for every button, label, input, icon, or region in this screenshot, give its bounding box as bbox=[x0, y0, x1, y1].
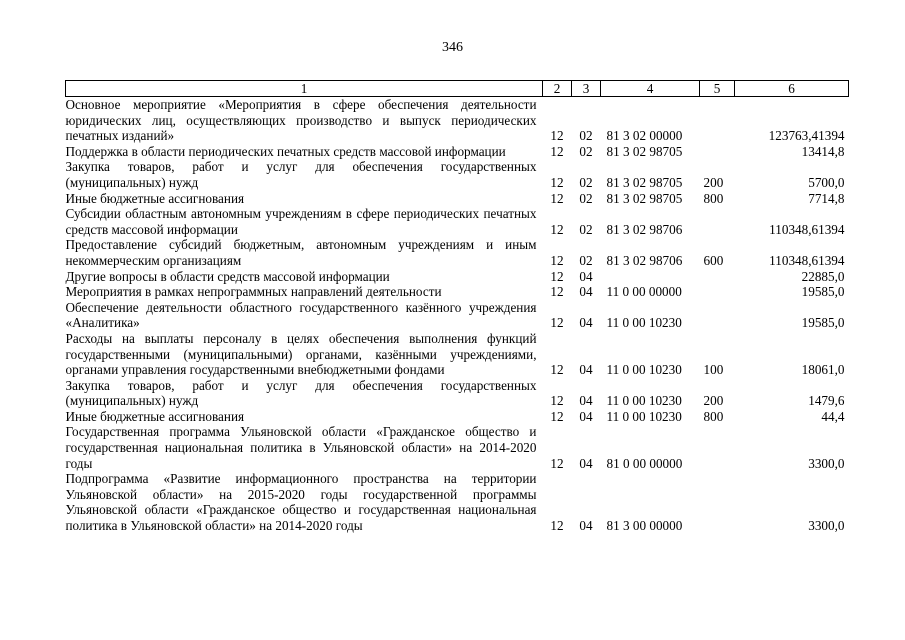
subsection-code-cell: 04 bbox=[579, 268, 593, 284]
target-article-cell: 81 0 00 00000 bbox=[606, 455, 683, 471]
table-row bbox=[66, 97, 849, 144]
target-article-cell: 81 3 02 98705 bbox=[606, 190, 683, 206]
expense-type-cell bbox=[700, 144, 735, 160]
section-code-cell: 12 bbox=[550, 315, 564, 331]
amount-cell: 13414,8 bbox=[801, 143, 845, 159]
section-code-cell: 12 bbox=[550, 284, 564, 300]
expense-type-cell bbox=[700, 424, 735, 471]
target-article-cell: 81 3 02 98705 bbox=[606, 143, 683, 159]
amount-cell: 3300,0 bbox=[808, 455, 845, 471]
row-name-cell: Предоставление субсидий бюджетным, автономным учреждениям и иным некоммерческим организациям bbox=[65, 237, 537, 268]
target-article-cell: 11 0 00 10230 bbox=[606, 393, 682, 409]
section-code-cell: 12 bbox=[550, 362, 564, 378]
table-header-row bbox=[66, 81, 849, 97]
column-header: 3 bbox=[572, 81, 601, 97]
table-row bbox=[66, 237, 849, 268]
section-code-cell: 12 bbox=[550, 174, 564, 190]
target-article-cell: 11 0 00 00000 bbox=[606, 284, 682, 300]
row-name-cell: Государственная программа Ульяновской области «Гражданское общество и государственная национальная политика в Ульяновской области» на 2014-2020 годы bbox=[65, 424, 537, 471]
column-header: 6 bbox=[735, 81, 849, 97]
table-row bbox=[66, 424, 849, 471]
target-article-cell: 11 0 00 10230 bbox=[606, 362, 682, 378]
target-article-cell: 11 0 00 10230 bbox=[606, 408, 682, 424]
section-code-cell: 12 bbox=[550, 455, 564, 471]
row-name-cell: Расходы на выплаты персоналу в целях обеспечения выполнения функций государственными (муниципальными) органами, казёнными учреждениями, органами управления государственными внебюджетными фондами bbox=[65, 330, 537, 378]
column-header: 4 bbox=[601, 81, 700, 97]
target-article-cell: 81 3 02 98706 bbox=[606, 252, 683, 268]
subsection-code-cell: 04 bbox=[579, 393, 593, 409]
expense-type-cell: 100 bbox=[703, 362, 724, 378]
target-article-cell: 81 3 02 98705 bbox=[606, 174, 683, 190]
table-row bbox=[66, 378, 849, 409]
row-name-cell: Поддержка в области периодических печатных средств массовой информации bbox=[65, 143, 506, 159]
table-row bbox=[66, 144, 849, 160]
table-row bbox=[66, 300, 849, 331]
section-code-cell: 12 bbox=[550, 128, 564, 144]
section-code-cell: 12 bbox=[550, 408, 564, 424]
amount-cell: 19585,0 bbox=[801, 315, 845, 331]
expense-type-cell bbox=[700, 284, 735, 300]
target-article-cell bbox=[601, 269, 700, 285]
table-row bbox=[66, 331, 849, 378]
expense-type-cell bbox=[700, 471, 735, 533]
expense-type-cell bbox=[700, 97, 735, 144]
expense-type-cell bbox=[700, 269, 735, 285]
subsection-code-cell: 02 bbox=[579, 221, 593, 237]
row-name-cell: Иные бюджетные ассигнования bbox=[65, 408, 245, 424]
subsection-code-cell: 02 bbox=[579, 190, 593, 206]
subsection-code-cell: 02 bbox=[579, 174, 593, 190]
subsection-code-cell: 02 bbox=[579, 128, 593, 144]
section-code-cell: 12 bbox=[550, 190, 564, 206]
expense-type-cell bbox=[700, 206, 735, 237]
row-name-cell: Субсидии областным автономным учреждениям в сфере периодических печатных средств массовой информации bbox=[65, 206, 537, 237]
expense-type-cell: 200 bbox=[703, 174, 724, 190]
section-code-cell: 12 bbox=[550, 221, 564, 237]
expense-type-cell: 200 bbox=[703, 393, 724, 409]
table-row bbox=[66, 269, 849, 285]
budget-table bbox=[65, 80, 849, 534]
expense-type-cell: 600 bbox=[703, 252, 724, 268]
section-code-cell: 12 bbox=[550, 268, 564, 284]
subsection-code-cell: 04 bbox=[579, 315, 593, 331]
target-article-cell: 11 0 00 10230 bbox=[606, 315, 682, 331]
subsection-code-cell: 04 bbox=[579, 518, 593, 534]
row-name-cell: Иные бюджетные ассигнования bbox=[65, 190, 245, 206]
table-row bbox=[66, 471, 849, 533]
target-article-cell: 81 3 00 00000 bbox=[606, 518, 683, 534]
table-row bbox=[66, 409, 849, 425]
subsection-code-cell: 02 bbox=[579, 252, 593, 268]
expense-type-cell: 800 bbox=[703, 408, 724, 424]
section-code-cell: 12 bbox=[550, 252, 564, 268]
section-code-cell: 12 bbox=[550, 518, 564, 534]
amount-cell: 22885,0 bbox=[801, 268, 845, 284]
amount-cell: 7714,8 bbox=[808, 190, 845, 206]
page-number: 346 bbox=[442, 40, 463, 55]
row-name-cell: Закупка товаров, работ и услуг для обеспечения государственных (муниципальных) нужд bbox=[65, 377, 537, 409]
subsection-code-cell: 04 bbox=[579, 408, 593, 424]
column-header: 5 bbox=[700, 81, 735, 97]
column-header: 2 bbox=[543, 81, 572, 97]
expense-type-cell bbox=[700, 300, 735, 331]
target-article-cell: 81 3 02 98706 bbox=[606, 221, 683, 237]
amount-cell: 1479,6 bbox=[808, 393, 845, 409]
row-name-cell: Основное мероприятие «Мероприятия в сфере обеспечения деятельности юридических лиц, осуществляющих производство и выпуск периодических печатных изданий» bbox=[65, 97, 537, 144]
table-row bbox=[66, 191, 849, 207]
target-article-cell: 81 3 02 00000 bbox=[606, 128, 683, 144]
row-name-cell: Закупка товаров, работ и услуг для обеспечения государственных (муниципальных) нужд bbox=[65, 159, 537, 190]
amount-cell: 123763,41394 bbox=[768, 128, 845, 144]
amount-cell: 44,4 bbox=[821, 408, 845, 424]
table-row bbox=[66, 206, 849, 237]
amount-cell: 18061,0 bbox=[801, 362, 845, 378]
row-name-cell: Подпрограмма «Развитие информационного пространства на территории Ульяновской области» на 2015-2020 годы государственной программы Ульяновской области «Гражданское общество и государственная национальная политика в Ульяновской области» на 2014-2020 годы bbox=[65, 471, 537, 534]
table-row bbox=[66, 284, 849, 300]
section-code-cell: 12 bbox=[550, 393, 564, 409]
row-name-cell: Мероприятия в рамках непрограммных направлений деятельности bbox=[65, 284, 442, 300]
amount-cell: 110348,61394 bbox=[769, 221, 845, 237]
subsection-code-cell: 04 bbox=[579, 362, 593, 378]
amount-cell: 110348,61394 bbox=[769, 252, 845, 268]
subsection-code-cell: 04 bbox=[579, 455, 593, 471]
subsection-code-cell: 04 bbox=[579, 284, 593, 300]
row-name-cell: Обеспечение деятельности областного государственного казённого учреждения «Аналитика» bbox=[65, 299, 537, 331]
row-name-cell: Другие вопросы в области средств массовой информации bbox=[65, 268, 390, 284]
amount-cell: 5700,0 bbox=[808, 174, 845, 190]
amount-cell: 19585,0 bbox=[801, 284, 845, 300]
section-code-cell: 12 bbox=[550, 143, 564, 159]
expense-type-cell: 800 bbox=[703, 190, 724, 206]
subsection-code-cell: 02 bbox=[579, 143, 593, 159]
amount-cell: 3300,0 bbox=[808, 518, 845, 534]
table-row bbox=[66, 159, 849, 190]
column-header: 1 bbox=[66, 81, 543, 97]
